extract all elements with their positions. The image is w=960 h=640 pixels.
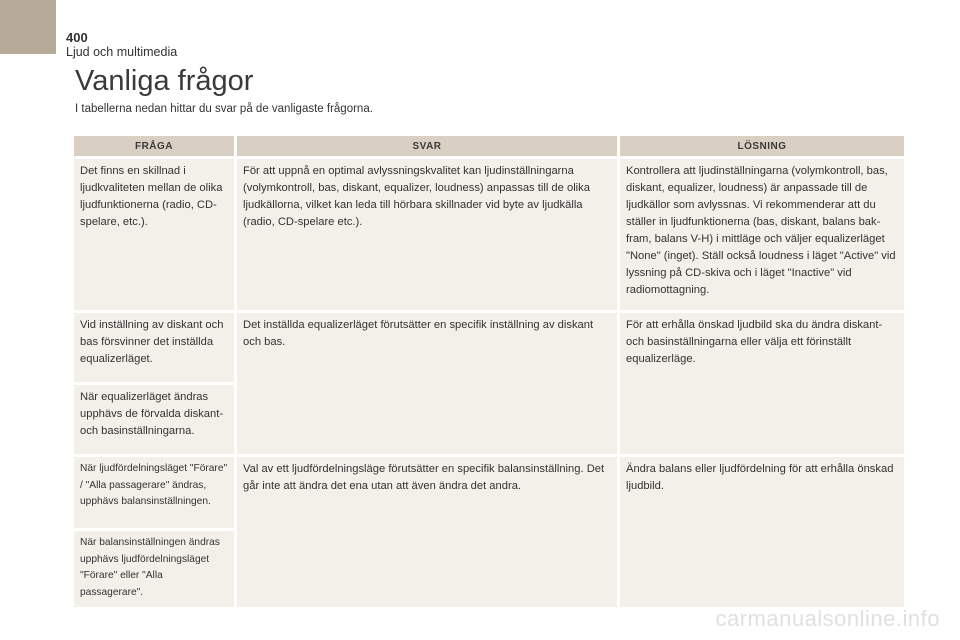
table-row bbox=[74, 313, 904, 382]
page-title: Vanliga frågor bbox=[75, 65, 254, 97]
page-number: 400 bbox=[66, 30, 88, 45]
question-cell: När ljudfördelningsläget "Förare" / "Alla passagerare" ändras, upphävs balansinställningen. bbox=[74, 457, 234, 528]
faq-table bbox=[71, 133, 907, 610]
question-cell: Vid inställning av diskant och bas försvinner det inställda equalizerläget. bbox=[74, 313, 234, 382]
header-solution: LÖSNING bbox=[620, 136, 904, 156]
table-row bbox=[74, 159, 904, 310]
question-cell: Det finns en skillnad i ljudkvaliteten mellan de olika ljudfunktionerna (radio, CD-spelare, etc.). bbox=[74, 159, 234, 310]
answer-cell: Det inställda equalizerläget förutsätter en specifik inställning av diskant och bas. bbox=[237, 313, 617, 454]
corner-tab bbox=[0, 0, 56, 54]
question-cell: När equalizerläget ändras upphävs de förvalda diskant- och basinställningarna. bbox=[74, 385, 234, 454]
watermark: carmanualsonline.info bbox=[715, 606, 940, 631]
answer-cell: Val av ett ljudfördelningsläge förutsätter en specifik balansinställning. Det går inte att ändra det ena utan att även ändra det andra. bbox=[237, 457, 617, 607]
answer-cell: För att uppnå en optimal avlyssningskvalitet kan ljudinställningarna (volymkontroll, bas, diskant, equalizer, loudness) anpassas till de olika ljudkällorna, vilket kan leda till hörbara skillnader vid byte av ljudkälla (radio, CD-spelare etc.). bbox=[237, 159, 617, 310]
intro-text: I tabellerna nedan hittar du svar på de vanligaste frågorna. bbox=[75, 103, 373, 115]
solution-cell: För att erhålla önskad ljudbild ska du ändra diskant- och basinställningarna eller välja ett förinställt equalizerläge. bbox=[620, 313, 904, 454]
table-row bbox=[74, 457, 904, 528]
table-header-row bbox=[74, 136, 904, 156]
solution-cell: Ändra balans eller ljudfördelning för att erhålla önskad ljudbild. bbox=[620, 457, 904, 607]
section-name: Ljud och multimedia bbox=[66, 45, 178, 59]
header-question: FRÅGA bbox=[74, 136, 234, 156]
header-answer: SVAR bbox=[237, 136, 617, 156]
solution-cell: Kontrollera att ljudinställningarna (volymkontroll, bas, diskant, equalizer, loudness) är anpassade till de ljudkällor som avlyssnas. Vi rekommenderar att du ställer in ljudfunktionerna (bas, diskant, balans bak-fram, balans V-H) i mittläge och väljer equalizerläget "None" (inget). Ställ också loudness i läget "Active" vid lyssning på CD-skiva och i läget "Inactive" vid radiomottagning. bbox=[620, 159, 904, 310]
question-cell: När balansinställningen ändras upphävs ljudfördelningsläget "Förare" eller "Alla passagerare". bbox=[74, 531, 234, 607]
